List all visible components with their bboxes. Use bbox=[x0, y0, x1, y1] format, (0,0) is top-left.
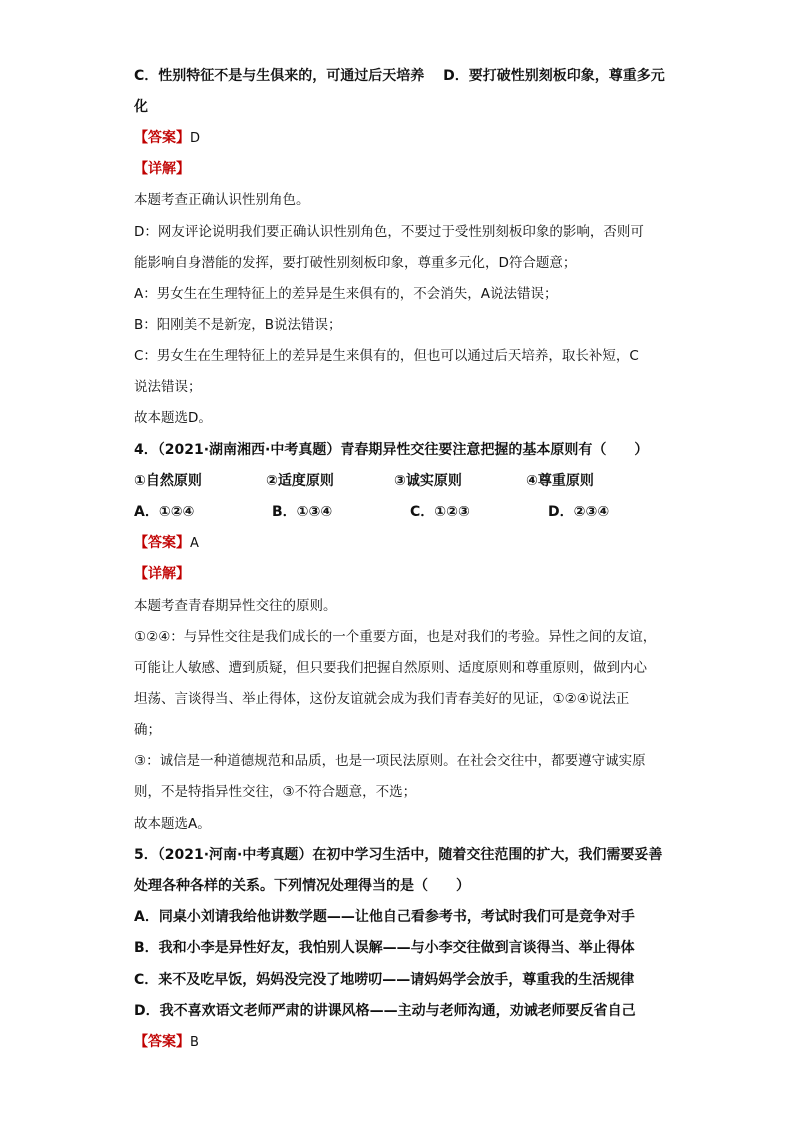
principle-3: ③诚实原则 bbox=[394, 473, 462, 489]
explanation-line: 可能让人敏感、遭到质疑，但只要我们把握自然原则、适度原则和尊重原则，做到内心 bbox=[134, 660, 647, 676]
answer-line bbox=[134, 533, 199, 554]
explanation-line: 确； bbox=[134, 722, 161, 738]
principle-1: ①自然原则 bbox=[134, 473, 202, 489]
answer-tag: 【答案】 bbox=[134, 535, 190, 551]
answer-tag: 【答案】 bbox=[134, 1034, 190, 1050]
answer-line bbox=[134, 1032, 199, 1053]
explanation-line: C：男女生在生理特征上的差异是生来俱有的，但也可以通过后天培养，取长补短，C bbox=[134, 348, 639, 364]
question-line: C．来不及吃早饭，妈妈没完没了地唠叨——请妈妈学会放手，尊重我的生活规律 bbox=[134, 972, 635, 988]
detail-heading bbox=[134, 159, 190, 179]
question-line: 4．（2021·湖南湘西·中考真题）青春期异性交往要注意把握的基本原则有（ ） bbox=[134, 442, 649, 458]
explanation-line: 本题考查青春期异性交往的原则。 bbox=[134, 598, 337, 614]
answer-value: B bbox=[190, 1035, 199, 1050]
explanation-line: 故本题选A。 bbox=[134, 816, 211, 832]
question-line: D．我不喜欢语文老师严肃的讲课风格——主动与老师沟通，劝诫老师要反省自己 bbox=[134, 1003, 636, 1019]
answer-value: A bbox=[190, 536, 199, 551]
explanation-line: B：阳刚美不是新宠，B说法错误； bbox=[134, 317, 342, 333]
principle-2: ②适度原则 bbox=[266, 473, 334, 489]
principle-4: ④尊重原则 bbox=[526, 473, 594, 489]
answer-tag: 【答案】 bbox=[134, 130, 190, 146]
explanation-line: 说法错误； bbox=[134, 379, 202, 395]
explanation-line: 本题考查正确认识性别角色。 bbox=[134, 192, 310, 208]
explanation-line: ③：诚信是一种道德规范和品质，也是一项民法原则。在社会交往中，都要遵守诚实原 bbox=[134, 753, 646, 769]
question-line: A．同桌小刘请我给他讲数学题——让他自己看参考书，考试时我们可是竞争对手 bbox=[134, 909, 635, 925]
question-line: 处理各种各样的关系。下列情况处理得当的是（ ） bbox=[134, 878, 470, 894]
explanation-line: ①②④：与异性交往是我们成长的一个重要方面，也是对我们的考验。异性之间的友谊， bbox=[134, 629, 657, 645]
choice-d: D．②③④ bbox=[548, 504, 610, 520]
question-line: B．我和小李是异性好友，我怕别人误解——与小李交往做到言谈得当、举止得体 bbox=[134, 940, 635, 956]
explanation-line: 能影响自身潜能的发挥，要打破性别刻板印象，尊重多元化，D符合题意； bbox=[134, 255, 577, 271]
answer-line bbox=[134, 128, 200, 149]
explanation-line: A：男女生在生理特征上的差异是生来俱有的，不会消失，A说法错误； bbox=[134, 286, 558, 302]
choice-a: A．①②④ bbox=[134, 504, 195, 520]
explanation-line: D：网友评论说明我们要正确认识性别角色，不要过于受性别刻板印象的影响，否则可 bbox=[134, 224, 644, 240]
choice-b: B．①③④ bbox=[272, 504, 333, 520]
explanation-line: 故本题选D。 bbox=[134, 410, 212, 426]
answer-value: D bbox=[190, 131, 201, 146]
detail-tag: 【详解】 bbox=[134, 566, 190, 582]
explanation-line: 坦荡、言谈得当、举止得体，这份友谊就会成为我们青春美好的见证，①②④说法正 bbox=[134, 691, 630, 707]
detail-heading bbox=[134, 564, 190, 584]
question-line: C．性别特征不是与生俱来的，可通过后天培养 D．要打破性别刻板印象，尊重多元 bbox=[134, 68, 665, 84]
question-line: 5．（2021·河南·中考真题）在初中学习生活中，随着交往范围的扩大，我们需要妥善 bbox=[134, 847, 663, 863]
explanation-line: 则，不是特指异性交往，③不符合题意，不选； bbox=[134, 784, 417, 800]
detail-tag: 【详解】 bbox=[134, 161, 190, 177]
question-line: 化 bbox=[134, 99, 148, 115]
choice-c: C．①②③ bbox=[410, 504, 470, 520]
